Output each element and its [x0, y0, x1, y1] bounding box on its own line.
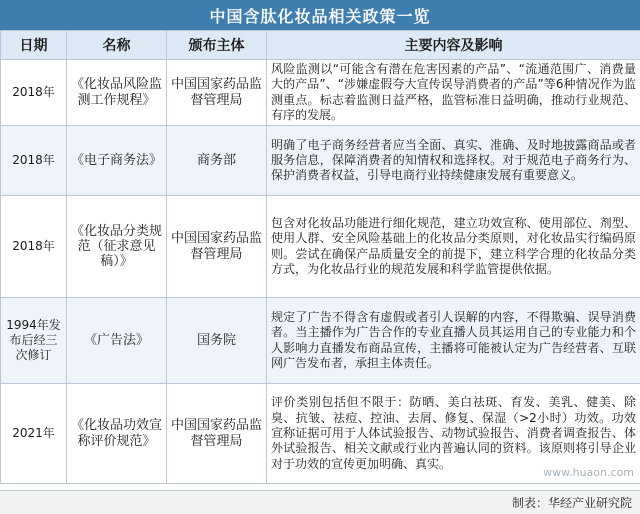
row-issuer: 中国国家药品监督管理局 [167, 384, 267, 484]
page-title: 中国含肽化妆品相关政策一览 [0, 0, 640, 30]
row-content: 规定了广告不得含有虚假或者引人误解的内容，不得欺骗、误导消费者。当主播作为广告合作的专业直播人员其运用自己的专业能力和个人影响力直播发布商品宣传，主播将可能被认定为广告经营者、互联网广告发布者，承担主体责任。 [267, 298, 640, 384]
row-issuer: 商务部 [167, 126, 267, 196]
header-content: 主要内容及影响 [267, 31, 640, 60]
row-date: 2018年 [1, 196, 67, 298]
row-content: 明确了电子商务经营者应当全面、真实、准确、及时地披露商品或者服务信息，保障消费者的知情权和选择权。对于规范电子商务行为、保护消费者权益，引导电商行业持续健康发展有重要意义。 [267, 126, 640, 196]
header-name: 名称 [67, 31, 167, 60]
row-date: 1994年发布后经三次修订 [1, 298, 67, 384]
row-name: 《化妆品风险监测工作规程》 [67, 60, 167, 126]
table-row [1, 126, 640, 196]
row-name: 《化妆品分类规范（征求意见稿）》 [67, 196, 167, 298]
row-name: 《化妆品功效宣称评价规范》 [67, 384, 167, 484]
row-content: 包含对化妆品功能进行细化规范，建立功效宣称、使用部位、剂型、使用人群、安全风险基础上的化妆品分类原则，对化妆品实行编码原则。尝试在确保产品质量安全的前提下，建立科学合理的化妆品分类方式，为化妆品行业的规范发展和科学监管提供依据。 [267, 196, 640, 298]
table-footer [0, 490, 640, 514]
table-header-row [1, 31, 640, 60]
table-row [1, 196, 640, 298]
row-content: 风险监测以“可能含有潜在危害因素的产品”、“流通范围广、消费量大的产品”、“涉嫌虚假夸大宣传误导消费者的产品”等6种情况作为监测重点。标志着监测日益严格，监管标准日益明确，推动行业规范、有序的发展。 [267, 60, 640, 126]
header-date: 日期 [1, 31, 67, 60]
watermark: www.huaon.com [543, 466, 634, 479]
row-date: 2021年 [1, 384, 67, 484]
row-issuer: 国务院 [167, 298, 267, 384]
policy-table [0, 30, 640, 484]
row-date: 2018年 [1, 60, 67, 126]
row-content: 评价类别包括但不限于：防晒、美白祛斑、育发、美乳、健美、除臭、抗皱、祛痘、控油、去屑、修复、保湿（>2小时）功效。功效宣称证据可用于人体试验报告、动物试验报告、消费者调查报告、体外试验报告、相关文献或行业内普遍认同的资料。该原则将引导企业对于功效的宣传更加明确、真实。 [267, 384, 640, 484]
row-date: 2018年 [1, 126, 67, 196]
table-row [1, 60, 640, 126]
header-issuer: 颁布主体 [167, 31, 267, 60]
row-name: 《广告法》 [67, 298, 167, 384]
table-row [1, 298, 640, 384]
row-name: 《电子商务法》 [67, 126, 167, 196]
row-issuer: 中国国家药品监督管理局 [167, 60, 267, 126]
footer-source: 制表：华经产业研究院 [512, 494, 632, 511]
row-issuer: 中国国家药品监督管理局 [167, 196, 267, 298]
